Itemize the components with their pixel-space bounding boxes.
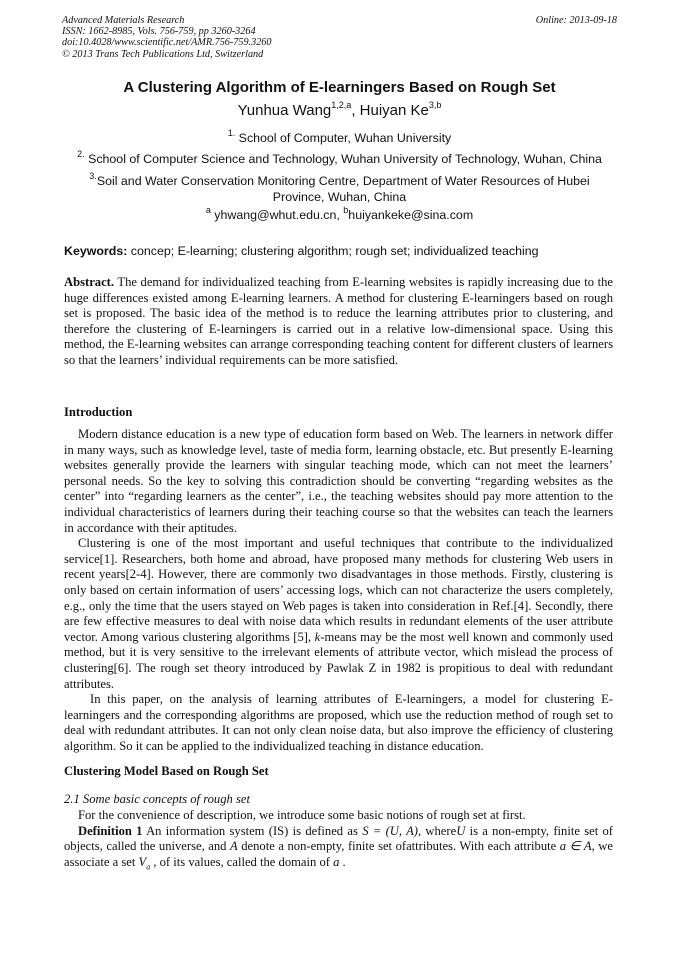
affiliation-2-text: School of Computer Science and Technology, Wuhan University of Technology, Wuhan, China <box>84 152 602 166</box>
abstract-text: The demand for individualized teaching from E-learning websites is rapidly increasing due to the huge differences existed among E-learning learners. A method for clustering E-learningers based on rough set is proposed. The basic idea of the method is to reduce the learning attributes prior to clustering, and therefore the clustering of E-learningers is carried out in a relative low-dimensional space. Using this method, the E-learning websites can arrange corresponding teaching content for different clusters of learners so that the learners’ individual requirements can be more satisfied. <box>64 275 613 367</box>
email-a: yhwang@whut.edu.cn, <box>210 208 344 222</box>
keywords-label: Keywords: <box>64 244 128 258</box>
author-2-sup: 3,b <box>428 100 442 110</box>
def-text-4: denote a non-empty, finite set ofattributes. With each attribute <box>237 839 560 854</box>
email-line <box>62 204 617 223</box>
def-text-3: is a non-empty, finite set of objects, called the universe, and <box>64 823 613 854</box>
abstract <box>64 275 613 369</box>
email-b: huiyankeke@sina.com <box>348 208 474 222</box>
intro-p2-part-a: Clustering is one of the most important and useful techniques that contribute to the individualized service[1]. Researchers, both home and abroad, have proposed many methods for clustering Web users in recent years[2-4]. However, there are commonly two disadvantages in those methods. Firstly, clustering is only based on certain information of users’ accessing logs, which can not characterize the users completely, e.g., only the time that the users stayed on Web pages is taken into consideration in Ref.[4]. Secondly, there are few effective measures to deal with noise data which results in redundant elements of the user attribute vector. Among various clustering algorithms [5], <box>64 536 613 644</box>
def-text-6: , of its values, called the domain of <box>150 854 334 869</box>
def-text-5: , we associate a set <box>64 839 613 869</box>
def-math-5-sub: a <box>146 862 151 872</box>
def-math-6: a <box>333 854 340 869</box>
def-math-2: U <box>456 823 466 838</box>
keywords-text: concep; E-learning; clustering algorithm; rough set; individualized teaching <box>127 244 539 258</box>
affiliation-2-sup: 2. <box>77 148 85 159</box>
intro-p2-part-b: -means may be the most well known and commonly used method, but it is very sensitive to the irrelevant elements of attribute vector, which mislead the process of clustering[6]. The rough set theory introduced by Pawlak Z in 1982 is propitious to deal with redundant attributes. <box>64 629 613 691</box>
intro-paragraph-1: Modern distance education is a new type of education form based on Web. The learners in network differ in many ways, such as knowledge level, taste of media form, learning obstacle, etc. But presently E-learning websites generally provide the learners with singular teaching mode, which can not meet the learners’ personal needs. So the key to solving this contradiction should be converting “regarding websites as the center” into “regarding learners as the center”, i.e., the teaching websites should pay more attention to the individual characteristics of learners during their teaching course so that the websites can teach the learners in accordance with their aptitudes. <box>64 427 613 535</box>
paper-title: A Clustering Algorithm of E-learningers Based on Rough Set <box>123 79 556 96</box>
def-text-1: An information system (IS) is defined as <box>142 823 363 838</box>
def-math-1: S = (U, A) <box>362 823 418 838</box>
section2-body <box>64 808 613 875</box>
affiliation-3-line2: Province, Wuhan, China <box>272 190 407 204</box>
intro-paragraph-2 <box>64 536 613 692</box>
abstract-label: Abstract. <box>64 275 115 289</box>
def-math-4: a ∈ A <box>559 839 592 854</box>
online-date: Online: 2013-09-18 <box>535 15 617 26</box>
section2-heading: Clustering Model Based on Rough Set <box>64 764 269 778</box>
introduction-heading: Introduction <box>64 405 133 419</box>
definition-1 <box>64 824 613 875</box>
keywords <box>64 243 619 259</box>
affiliation-3-line1: Soil and Water Conservation Monitoring Centre, Department of Water Resources of Hubei <box>96 174 590 188</box>
affiliation-3-sup: 3. <box>89 170 97 181</box>
affiliation-1 <box>62 127 617 146</box>
def-text-7: . <box>339 854 346 869</box>
journal-name: Advanced Materials Research <box>62 15 185 26</box>
affiliation-1-sup: 1. <box>227 127 236 138</box>
issn-line: ISSN: 1662-8985, Vols. 756-759, pp 3260-3264 <box>62 26 256 38</box>
def-math-5: V <box>138 854 147 869</box>
def-text-2: , where <box>417 823 457 838</box>
intro-paragraph-3: In this paper, on the analysis of learning attributes of E-learningers, a model for clustering E-learningers and the corresponding algorithms are proposed, which use the reduction method of rough set to deal with redundant attributes. It can not only clean noise data, but also improve the efficiency of clustering algorithm. So it can be applied to the individualized teaching in distance education. <box>64 692 613 753</box>
author-line <box>62 101 617 121</box>
affiliation-1-text: School of Computer, Wuhan University <box>235 131 452 145</box>
definition-label: Definition 1 <box>78 823 143 838</box>
copyright-line: © 2013 Trans Tech Publications Ltd, Switzerland <box>62 48 264 60</box>
author-1: Yunhua Wang <box>237 102 332 119</box>
section2-paragraph-1: For the convenience of description, we introduce some basic notions of rough set at first. <box>78 808 526 822</box>
def-math-3: A <box>230 839 238 854</box>
email-a-sup: a <box>205 204 211 215</box>
author-2: Huiyan Ke <box>359 102 429 119</box>
section2-subheading: 2.1 Some basic concepts of rough set <box>64 792 250 806</box>
intro-p2-k: k <box>314 629 321 644</box>
running-header <box>62 15 617 60</box>
author-separator: , <box>351 102 360 119</box>
doi-line: doi:10.4028/www.scientific.net/AMR.756-759.3260 <box>62 37 272 49</box>
email-b-sup: b <box>343 204 349 215</box>
author-1-sup: 1,2,a <box>331 100 352 110</box>
affiliation-2 <box>62 148 617 167</box>
affiliation-3 <box>62 170 617 205</box>
introduction-body <box>64 427 613 754</box>
